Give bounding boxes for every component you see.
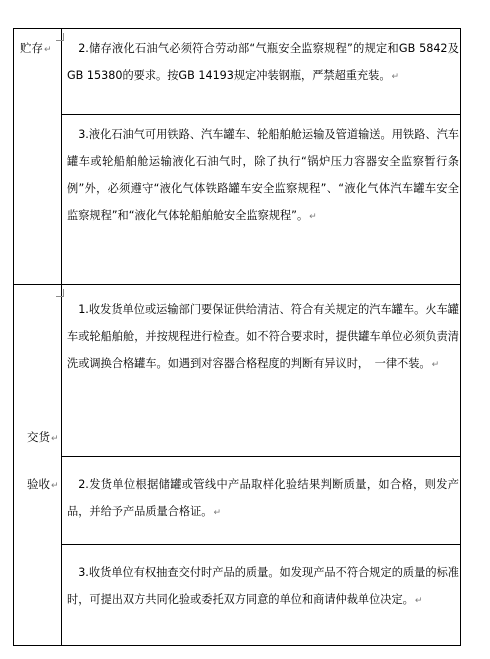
column-separator — [61, 28, 62, 646]
storage-paragraph-3: 3.液化石油气可用铁路、汽车罐车、轮船舶舱运输及管道输送。用铁路、汽车罐车或轮船舶舱运输液化石油气时，除了执行“锅炉压力容器安全监察暂行条例”外，必须遵守“液化气体铁路罐车安全监察规程”、“液化气体汽车罐车安全监察规程”和“液化气体轮船舶舱安全监察规程”。↵ — [67, 128, 459, 222]
storage-paragraph-2: 2.储存液化石油气必须符合劳动部“气瓶安全监察规程”的规定和GB 5842及GB 15380的要求。按GB 14193规定冲装钢瓶，严禁超重充装。↵ — [67, 42, 459, 82]
delivery-paragraph-2: 2.发货单位根据储罐或管线中产品取样化验结果判断质量，如合格，则发产品，并给予产品质量合格证。↵ — [67, 478, 459, 518]
table-border-bottom — [13, 645, 461, 646]
paragraph-mark: ↵ — [431, 360, 440, 370]
paragraph-mark: ↵ — [391, 72, 400, 82]
paragraph-mark: ↵ — [309, 212, 317, 222]
row-label-storage: 贮存↵ — [20, 41, 52, 55]
row-separator-delivery-1 — [62, 456, 461, 457]
cell-corner-mark — [56, 33, 64, 41]
paragraph-mark: ↵ — [44, 45, 52, 55]
table-border-left — [13, 28, 14, 646]
paragraph-mark: ↵ — [213, 508, 221, 518]
row-separator-delivery-2 — [62, 544, 461, 545]
delivery-paragraph-3: 3.收货单位有权抽查交付时产品的质量。如发现产品不符合规定的质量的标准时，可提出双方共同化验或委托双方同意的单位和商请仲裁单位决定。↵ — [67, 566, 459, 606]
table-border-top — [13, 28, 461, 29]
row-label-delivery: 交货↵ — [27, 430, 59, 444]
table-border-right — [460, 28, 461, 646]
paragraph-mark: ↵ — [51, 434, 59, 444]
paragraph-mark: ↵ — [414, 596, 423, 606]
delivery-paragraph-1: 1.收发货单位或运输部门要保证供给清洁、符合有关规定的汽车罐车。火车罐车或轮船舶舱，并按规程进行检查。如不符合要求时，提供罐车单位必须负责清洗或调换合格罐车。如遇到对容器合格程度的判断有异议时， 一律不装。↵ — [67, 303, 459, 370]
row-separator-storage-1 — [62, 114, 461, 115]
row-label-acceptance: 验收↵ — [27, 477, 59, 491]
cell-corner-mark — [56, 289, 64, 297]
paragraph-mark: ↵ — [51, 481, 59, 491]
row-separator-storage-delivery — [13, 284, 461, 285]
